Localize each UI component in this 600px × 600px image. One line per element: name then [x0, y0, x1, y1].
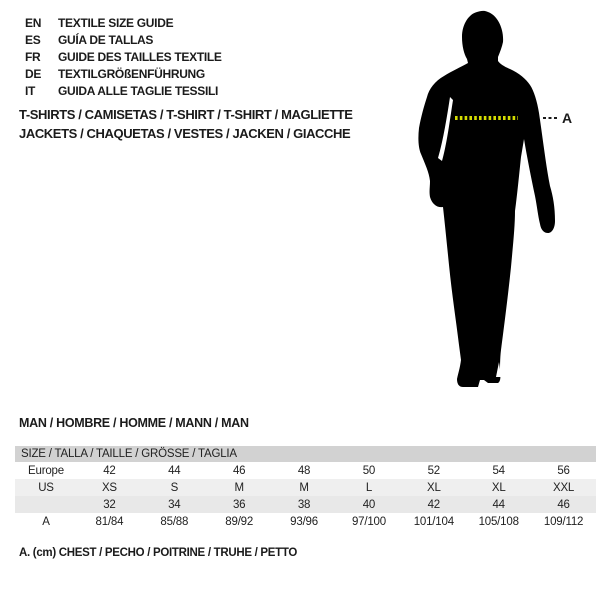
size-cell: 81/84	[95, 515, 124, 528]
size-cell: 42	[427, 498, 441, 511]
language-row	[25, 82, 222, 99]
language-label: TEXTILGRÖßENFÜHRUNG	[58, 66, 205, 81]
size-cell: 44	[492, 498, 505, 511]
size-cell: 85/88	[160, 515, 189, 528]
size-cell: 52	[427, 464, 441, 477]
language-label: GUIDA ALLE TAGLIE TESSILI	[58, 83, 219, 98]
language-code: ES	[25, 32, 41, 47]
size-cell: 101/104	[413, 515, 454, 528]
language-row	[25, 31, 222, 48]
language-label: GUÍA DE TALLAS	[58, 32, 154, 47]
size-cell: 56	[557, 464, 570, 477]
language-list	[25, 14, 222, 99]
man-silhouette-figure	[400, 0, 600, 400]
size-cell: 89/92	[225, 515, 254, 528]
row-label: Europe	[28, 464, 64, 477]
size-cell: XL	[491, 481, 506, 494]
size-cell: 109/112	[543, 515, 584, 528]
size-cell: M	[299, 481, 309, 494]
language-code: FR	[25, 49, 41, 64]
language-row	[25, 48, 222, 65]
size-cell: 40	[362, 498, 376, 511]
size-cell: L	[365, 481, 373, 494]
table-row-europe	[15, 462, 596, 479]
size-cell: XXL	[552, 481, 575, 494]
size-cell: 42	[103, 464, 116, 477]
table-header: SIZE / TALLA / TAILLE / GRÖSSE / TAGLIA	[15, 446, 596, 462]
language-code: DE	[25, 66, 42, 81]
size-table	[15, 446, 596, 530]
size-cell: 93/96	[290, 515, 318, 528]
table-row-numeric	[15, 496, 596, 513]
row-label: US	[38, 481, 54, 494]
size-cell: 36	[232, 498, 246, 511]
measurement-note: A. (cm) CHEST / PECHO / POITRINE / TRUHE / PETTO	[19, 547, 298, 559]
man-silhouette	[418, 11, 555, 387]
table-header-row	[15, 446, 596, 462]
size-cell: 32	[103, 498, 116, 511]
language-label: TEXTILE SIZE GUIDE	[58, 15, 174, 30]
size-cell: S	[170, 481, 179, 494]
size-table-container	[15, 446, 596, 530]
language-row	[25, 14, 222, 31]
table-row-us	[15, 479, 596, 496]
size-cell: 46	[557, 498, 570, 511]
measurement-label-a: A	[562, 110, 573, 126]
size-cell: XS	[101, 481, 117, 494]
garment-categories	[19, 105, 353, 143]
language-label: GUIDE DES TAILLES TEXTILE	[58, 49, 222, 64]
category-jackets: JACKETS / CHAQUETAS / VESTES / JACKEN / GIACCHE	[19, 126, 351, 141]
size-cell: 97/100	[351, 515, 386, 528]
size-cell: 105/108	[478, 515, 519, 528]
size-cell: 48	[297, 464, 311, 477]
language-code: IT	[25, 83, 36, 98]
row-label	[15, 496, 77, 513]
size-cell: 50	[362, 464, 376, 477]
table-row-chest-a	[15, 513, 596, 530]
size-cell: 46	[232, 464, 246, 477]
size-cell: 54	[492, 464, 505, 477]
category-tshirts: T-SHIRTS / CAMISETAS / T-SHIRT / T-SHIRT / MAGLIETTE	[19, 107, 353, 122]
size-cell: 38	[297, 498, 311, 511]
size-cell: 34	[168, 498, 181, 511]
language-row	[25, 65, 222, 82]
row-label: A	[42, 515, 50, 528]
size-cell: M	[234, 481, 244, 494]
section-title-man: MAN / HOMBRE / HOMME / MANN / MAN	[19, 416, 249, 430]
size-cell: XL	[426, 481, 441, 494]
language-code: EN	[25, 15, 42, 30]
size-cell: 44	[168, 464, 181, 477]
